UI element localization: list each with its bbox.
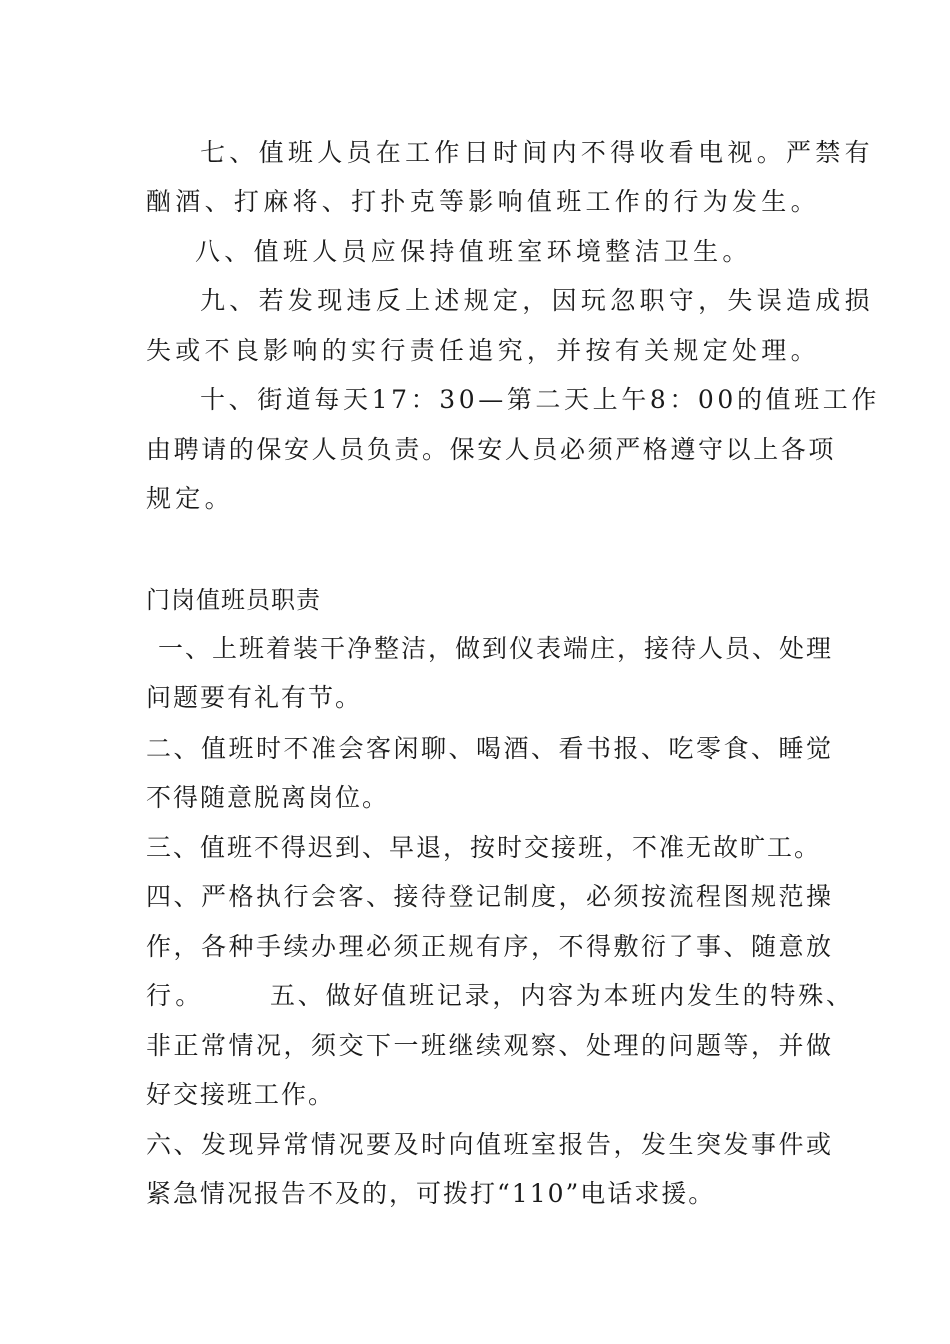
duty-1-line-1: 一、上班着装干净整洁，做到仪表端庄，接待人员、处理 bbox=[158, 634, 834, 663]
paragraph-9-line-2: 失或不良影响的实行责任追究，并按有关规定处理。 bbox=[146, 336, 820, 365]
duty-5-line-3: 好交接班工作。 bbox=[146, 1080, 336, 1109]
paragraph-10-line-1: 十、街道每天17：30—第二天上午8：00的值班工作 bbox=[200, 385, 880, 414]
paragraph-10-line-2: 由聘请的保安人员负责。保安人员必须严格遵守以上各项 bbox=[146, 435, 837, 464]
duty-4-line-2: 作，各种手续办理必须正规有序，不得敷衍了事、随意放 bbox=[146, 932, 834, 961]
paragraph-9-line-1: 九、若发现违反上述规定，因玩忽职守，失误造成损 bbox=[200, 286, 874, 315]
duty-2-line-1: 二、值班时不准会客闲聊、喝酒、看书报、吃零食、睡觉 bbox=[146, 734, 834, 763]
duty-2-line-2: 不得随意脱离岗位。 bbox=[146, 783, 390, 812]
duty-5-line-1: 五、做好值班记录，内容为本班内发生的特殊、 bbox=[270, 981, 854, 1010]
duty-4-line-1: 四、严格执行会客、接待登记制度，必须按流程图规范操 bbox=[146, 882, 834, 911]
duty-3-line-1: 三、值班不得迟到、早退，按时交接班，不准无故旷工。 bbox=[146, 833, 822, 862]
duty-5-line-2: 非正常情况，须交下一班继续观察、处理的问题等，并做 bbox=[146, 1031, 834, 1060]
paragraph-7-line-1: 七、值班人员在工作日时间内不得收看电视。严禁有 bbox=[200, 138, 874, 167]
paragraph-7-line-2: 酗酒、打麻将、打扑克等影响值班工作的行为发生。 bbox=[146, 187, 820, 216]
duty-4-line-3: 行。 bbox=[146, 981, 205, 1010]
duty-6-line-1: 六、发现异常情况要及时向值班室报告，发生突发事件或 bbox=[146, 1130, 834, 1159]
paragraph-10-line-3: 规定。 bbox=[146, 484, 234, 513]
duty-6-line-2: 紧急情况报告不及的，可拨打“110”电话求援。 bbox=[146, 1179, 716, 1208]
section-heading: 门岗值班员职责 bbox=[146, 586, 321, 614]
duty-1-line-2: 问题要有礼有节。 bbox=[146, 683, 363, 712]
paragraph-8-line-1: 八、值班人员应保持值班室环境整洁卫生。 bbox=[195, 237, 752, 266]
